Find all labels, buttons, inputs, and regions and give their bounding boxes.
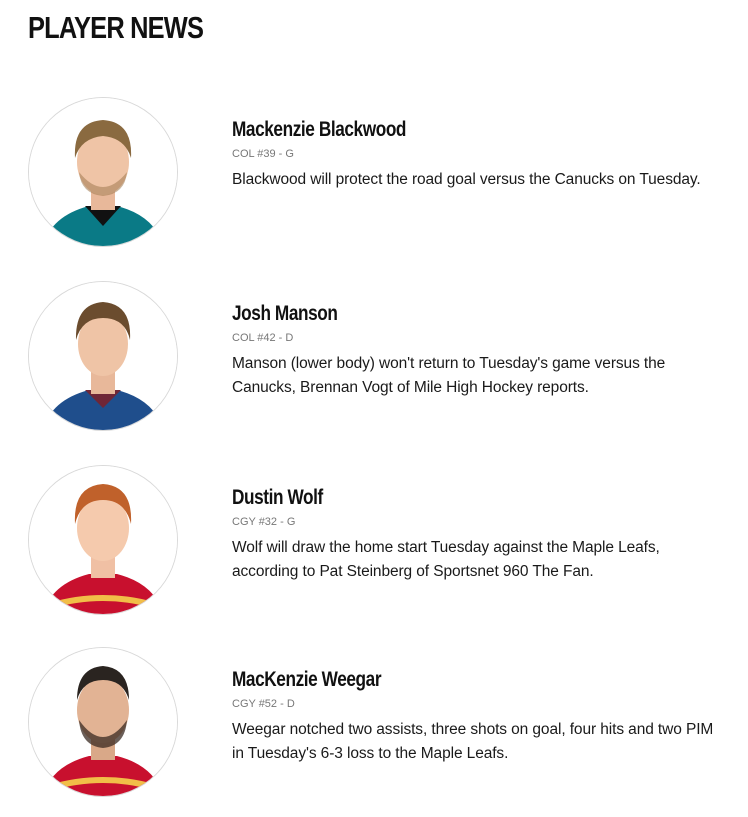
player-headshot[interactable] [28, 281, 178, 431]
news-text: Manson (lower body) won't return to Tuesday's game versus the Canucks, Brennan Vogt of Mile High Hockey reports. [232, 355, 666, 396]
news-item [0, 465, 748, 635]
player-headshot[interactable] [28, 465, 178, 615]
news-text: Wolf will draw the home start Tuesday against the Maple Leafs, according to Pat Steinberg of Sportsnet 960 The Fan. [232, 539, 660, 580]
player-name[interactable]: Dustin Wolf [232, 486, 323, 509]
player-name[interactable]: MacKenzie Weegar [232, 668, 382, 691]
section-title: PLAYER NEWS [28, 10, 204, 45]
player-name[interactable]: Josh Manson [232, 302, 338, 325]
news-item [0, 97, 748, 267]
news-item [0, 647, 748, 817]
news-item [0, 281, 748, 451]
news-text: Weegar notched two assists, three shots on goal, four hits and two PIM in Tuesday's 6-3 loss to the Maple Leafs. [232, 721, 714, 762]
news-text: Blackwood will protect the road goal versus the Canucks on Tuesday. [232, 171, 701, 188]
player-team-number-position: COL #42 - D [232, 332, 294, 344]
player-headshot[interactable] [28, 97, 178, 247]
player-name[interactable]: Mackenzie Blackwood [232, 118, 407, 141]
player-headshot[interactable] [28, 647, 178, 797]
player-team-number-position: CGY #32 - G [232, 516, 296, 528]
player-team-number-position: CGY #52 - D [232, 698, 295, 710]
player-team-number-position: COL #39 - G [232, 148, 294, 160]
